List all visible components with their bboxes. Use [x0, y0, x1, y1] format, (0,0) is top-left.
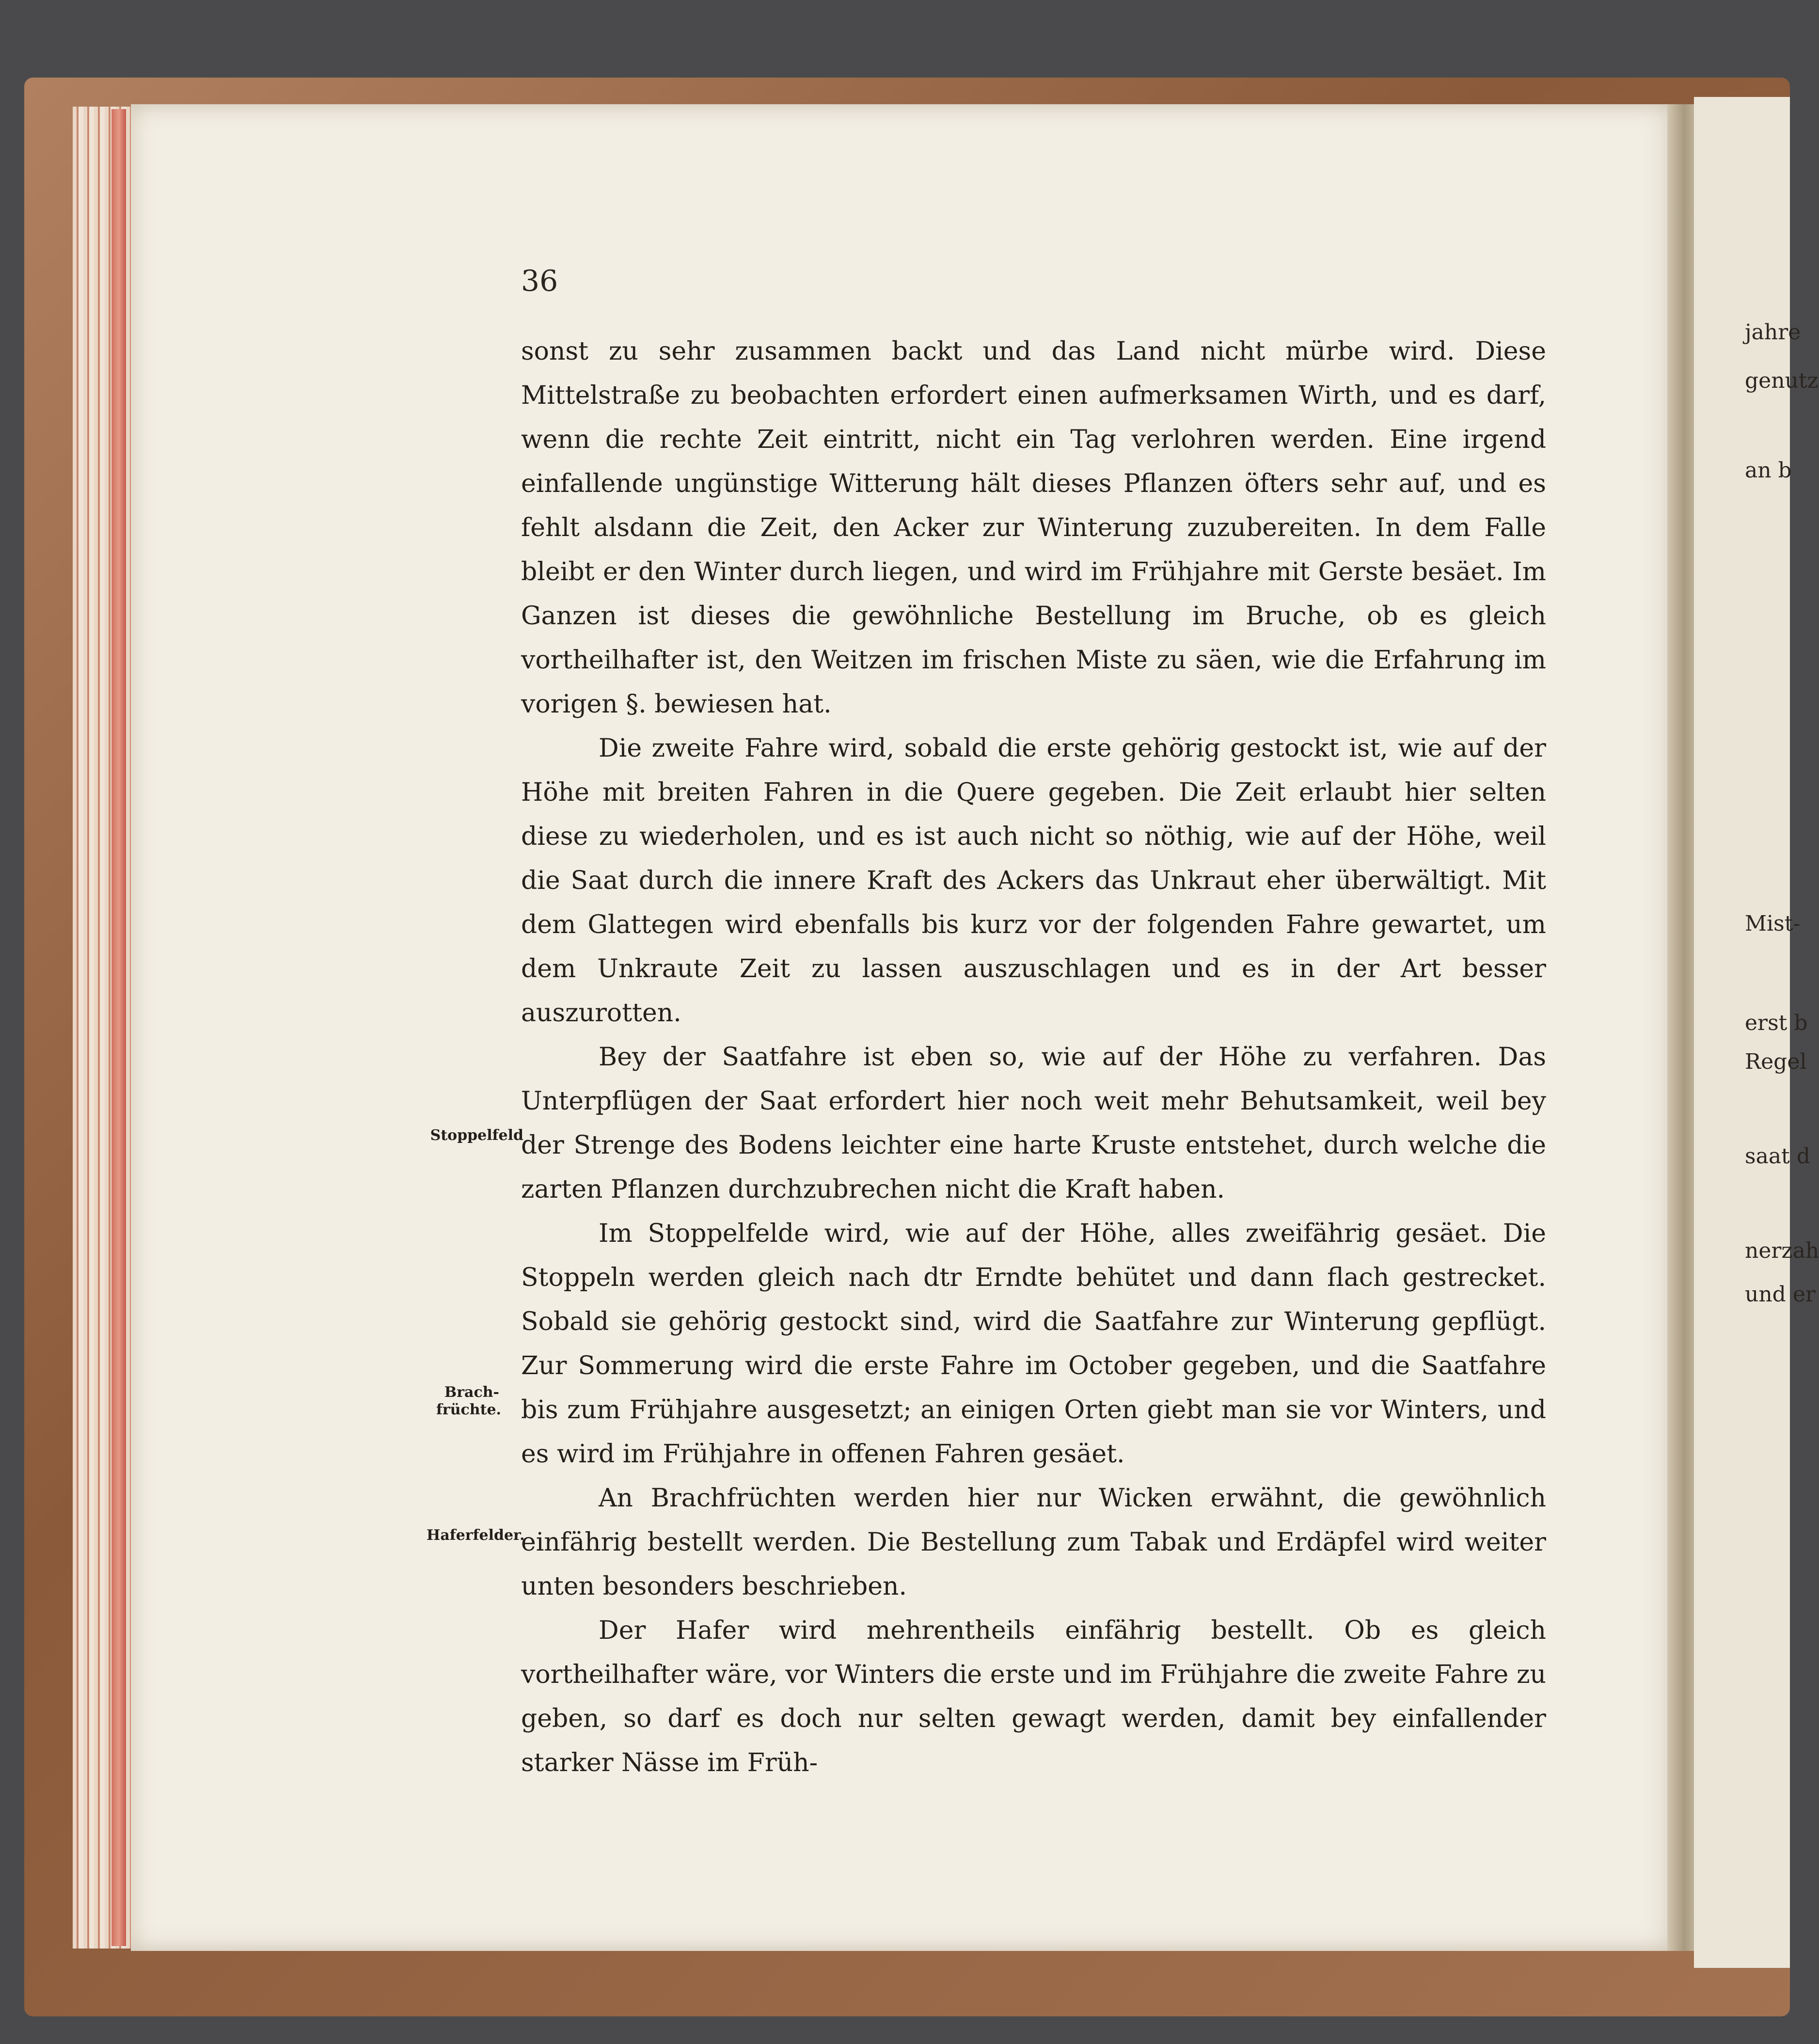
page-number: 36	[521, 264, 558, 298]
facing-page-fragment: nerzah	[1745, 1238, 1819, 1263]
paragraph: Die zweite Fahre wird, sobald die erste gehörig gestockt ist, wie auf der Höhe mit breiten Fahren in die Quere gegeben. Die Zeit erlaubt hier selten diese zu wiederholen, und es ist auch nicht so nöthig, wie auf der Höhe, weil die Saat durch die innere Kraft des Ackers das Unkraut eher überwältigt. Mit dem Glattegen wird ebenfalls bis kurz vor der folgenden Fahre gewartet, um dem Unkraute Zeit zu lassen auszuschlagen und es in der Art besser auszurotten.	[521, 734, 1546, 1028]
margin-note-stoppelfeld: Stoppelfeld	[430, 1127, 523, 1144]
margin-note-haferfelder: Haferfelder.	[427, 1527, 525, 1544]
facing-page-fragment: saat d	[1745, 1144, 1810, 1169]
page-body	[521, 330, 1546, 1785]
facing-page-fragment: an b	[1745, 458, 1792, 483]
paragraph: An Brachfrüchten werden hier nur Wicken erwähnt, die gewöhnlich einfährig bestellt werden. Die Bestellung zum Tabak und Erdäpfel wird weiter unten besonders beschrieben.	[521, 1484, 1546, 1601]
facing-page-fragment: und er	[1745, 1282, 1816, 1307]
paragraph: Im Stoppelfelde wird, wie auf der Höhe, alles zweifährig gesäet. Die Stoppeln werden gleich nach dtr Erndte behütet und dann flach gestrecket. Sobald sie gehörig gestockt sind, wird die Saatfahre zur Winterung gepflügt. Zur Sommerung wird die erste Fahre im October gegeben, und die Saatfahre bis zum Frühjahre ausgesetzt; an einigen Orten giebt man sie vor Winters, und es wird im Frühjahre in offenen Fahren gesäet.	[521, 1219, 1546, 1469]
paragraph: Bey der Saatfahre ist eben so, wie auf der Höhe zu verfahren. Das Unterpflügen der Saat erfordert hier noch weit mehr Behutsamkeit, weil bey der Strenge des Bodens leichter eine harte Kruste entstehet, durch welche die zarten Pflanzen durchzubrechen nicht die Kraft haben.	[521, 1043, 1546, 1204]
facing-page-fragment: jahre	[1745, 320, 1801, 345]
paragraph: sonst zu sehr zusammen backt und das Land nicht mürbe wird. Diese Mittelstraße zu beobachten erfordert einen aufmerksamen Wirth, und es darf, wenn die rechte Zeit eintritt, nicht ein Tag verlohren werden. Eine irgend einfallende ungünstige Witterung hält dieses Pflanzen öfters sehr auf, und es fehlt alsdann die Zeit, den Acker zur Winterung zuzubereiten. In dem Falle bleibt er den Winter durch liegen, und wird im Frühjahre mit Gerste besäet. Im Ganzen ist dieses die gewöhnliche Bestellung im Bruche, ob es gleich vortheilhafter ist, den Weitzen im frischen Miste zu säen, wie die Erfahrung im vorigen §. bewiesen hat.	[521, 337, 1546, 719]
paragraph: Der Hafer wird mehrentheils einfährig bestellt. Ob es gleich vortheilhafter wäre, vor Winters die erste und im Frühjahre die zweite Fahre zu geben, so darf es doch nur selten gewagt werden, damit bey einfallender starker Nässe im Früh-	[521, 1616, 1546, 1777]
margin-note-brachfruechte: Brach- früchte.	[436, 1384, 501, 1418]
facing-page-fragment: Regel	[1745, 1049, 1807, 1074]
facing-page-fragment: genutz	[1745, 368, 1819, 393]
red-page-edge	[111, 109, 126, 1946]
facing-page-fragment: Mist-	[1745, 911, 1801, 936]
facing-page-fragment: erst b	[1745, 1011, 1808, 1035]
